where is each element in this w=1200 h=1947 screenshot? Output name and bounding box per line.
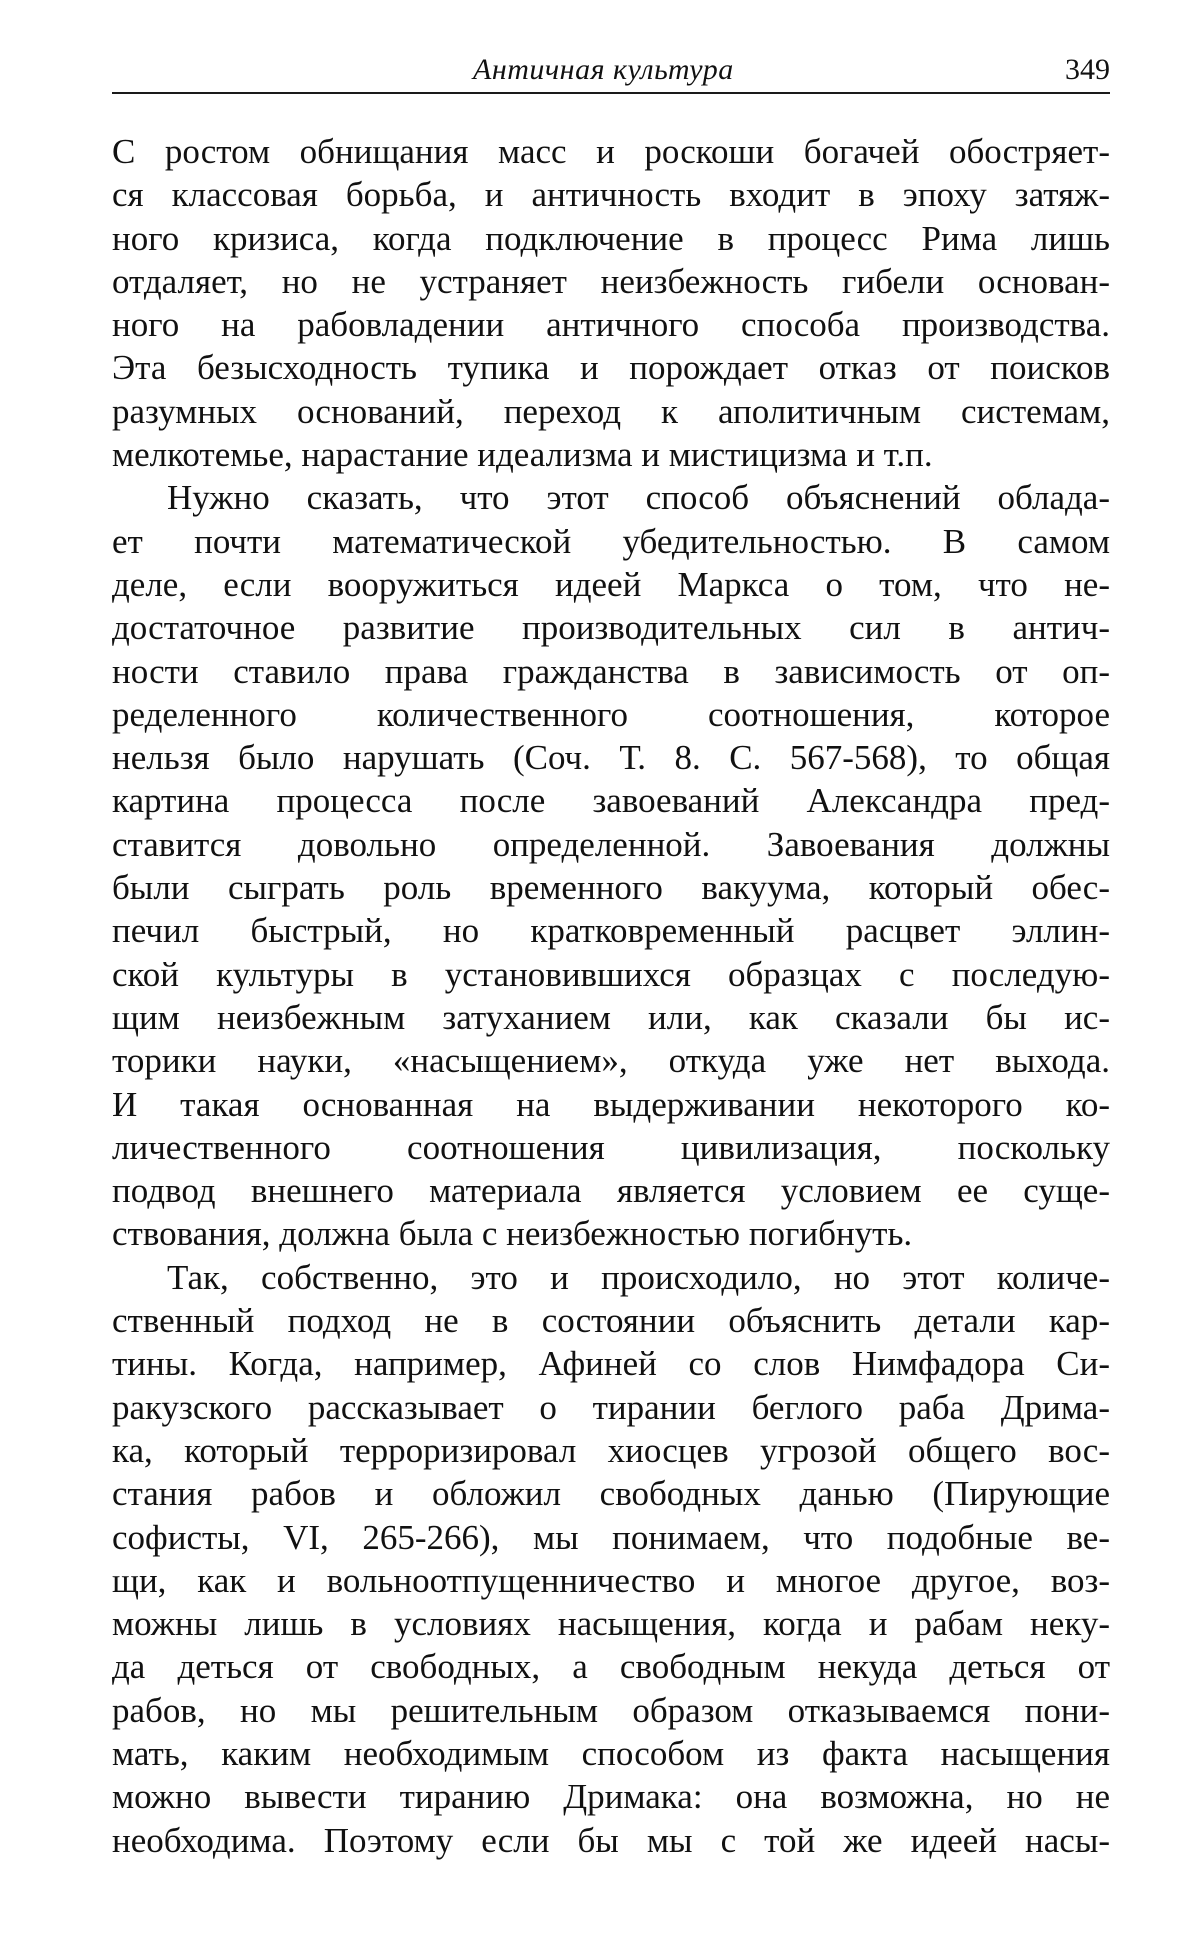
paragraph-1 <box>112 130 1110 476</box>
text-line: личественного соотношения цивилизация, поскольку <box>112 1127 1110 1167</box>
text-line: ской культуры в установившихся образцах с последую- <box>112 954 1110 994</box>
text-line: щи, как и вольноотпущенничество и многое другое, воз- <box>112 1560 1110 1600</box>
text-line: торики науки, «насыщением», откуда уже нет выхода. <box>112 1041 1110 1081</box>
text-line: нельзя было нарушать (Соч. Т. 8. С. 567-568), то общая <box>112 738 1110 778</box>
text-line: ставится довольно определенной. Завоевания должны <box>112 824 1110 864</box>
text-line: И такая основанная на выдерживании некоторого ко- <box>112 1084 1110 1124</box>
text-line: ка, который терроризировал хиосцев угрозой общего вос- <box>112 1430 1110 1470</box>
text-line: отдаляет, но не устраняет неизбежность гибели основан- <box>112 261 1110 301</box>
text-line: ракузского рассказывает о тирании беглого раба Дрима- <box>112 1387 1110 1427</box>
text-line: ственный подход не в состоянии объяснить детали кар- <box>112 1301 1110 1341</box>
text-line: рабов, но мы решительным образом отказываемся пони- <box>112 1690 1110 1730</box>
paragraph-2 <box>112 476 1110 1255</box>
text-line: ности ставило права гражданства в зависимость от оп- <box>112 651 1110 691</box>
text-line: ного кризиса, когда подключение в процесс Рима лишь <box>112 218 1110 258</box>
body-text <box>112 130 1110 1862</box>
text-line: софисты, VI, 265-266), мы понимаем, что подобные ве- <box>112 1517 1110 1557</box>
text-line: необходима. Поэтому если бы мы с той же идеей насы- <box>112 1820 1110 1860</box>
text-line: да деться от свободных, а свободным некуда деться от <box>112 1647 1110 1687</box>
text-line: ет почти математической убедительностью. В самом <box>112 521 1110 561</box>
text-line: картина процесса после завоеваний Александра пред- <box>112 781 1110 821</box>
text-line: ределенного количественного соотношения, которое <box>112 694 1110 734</box>
running-header <box>112 48 1110 94</box>
text-line: Так, собственно, это и происходило, но этот количе- <box>167 1257 1110 1297</box>
text-line: ся классовая борьба, и античность входит в эпоху затяж- <box>112 175 1110 215</box>
text-line: разумных оснований, переход к аполитичным системам, <box>112 391 1110 431</box>
text-line: ствования, должна была с неизбежностью погибнуть. <box>112 1214 913 1254</box>
text-line: С ростом обнищания масс и роскоши богачей обостряет- <box>112 132 1110 171</box>
text-line: стания рабов и обложил свободных данью (Пирующие <box>112 1474 1110 1514</box>
header-title: Античная культура <box>473 53 734 86</box>
text-line: мелкотемье, нарастание идеализма и мистицизма и т.п. <box>112 435 933 475</box>
text-line: Нужно сказать, что этот способ объяснений облада- <box>167 478 1110 518</box>
text-line: можны лишь в условиях насыщения, когда и рабам неку- <box>112 1604 1110 1644</box>
text-line: достаточное развитие производительных сил в антич- <box>112 608 1110 648</box>
text-line: ного на рабовладении античного способа производства. <box>112 305 1110 345</box>
text-line: мать, каким необходимым способом из факта насыщения <box>112 1733 1110 1773</box>
text-line: можно вывести тиранию Дримака: она возможна, но не <box>112 1777 1110 1817</box>
text-line: Эта безысходность тупика и порождает отказ от поисков <box>112 348 1110 388</box>
text-line: печил быстрый, но кратковременный расцвет эллин- <box>112 911 1110 951</box>
text-line: тины. Когда, например, Афиней со слов Нимфадора Си- <box>112 1344 1110 1384</box>
text-line: были сыграть роль временного вакуума, который обес- <box>112 868 1110 908</box>
text-line: щим неизбежным затуханием или, как сказали бы ис- <box>112 997 1110 1037</box>
paragraph-3 <box>112 1256 1110 1862</box>
text-line: подвод внешнего материала является условием ее суще- <box>112 1171 1110 1211</box>
text-line: деле, если вооружиться идеей Маркса о том, что не- <box>112 564 1110 604</box>
page-number: 349 <box>1065 53 1110 86</box>
